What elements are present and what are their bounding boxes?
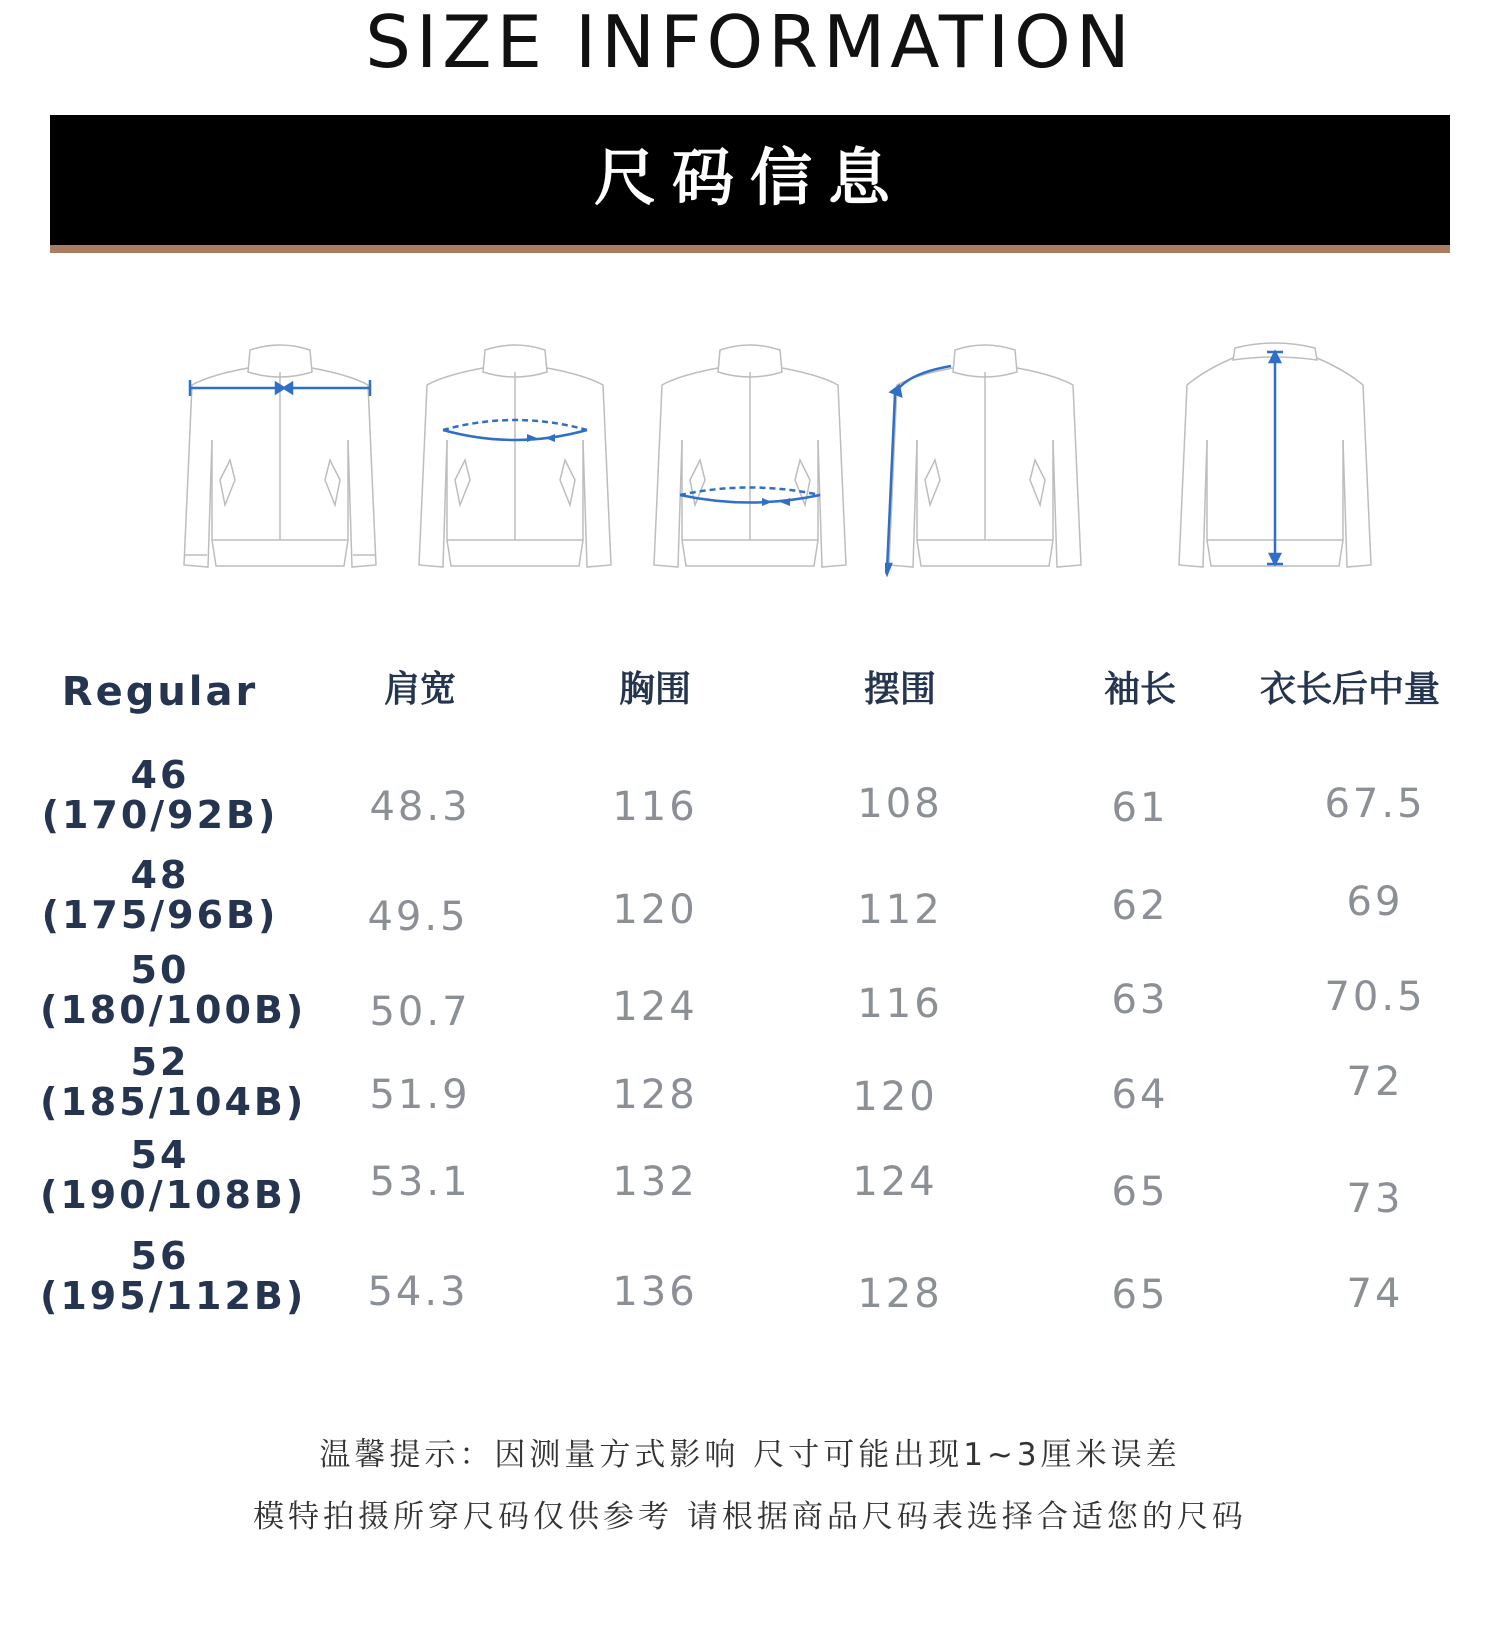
hem-value: 128 [857,1271,943,1317]
page-title: SIZE INFORMATION [365,0,1135,84]
header-shoulder-width: 肩宽 [383,669,456,710]
jacket-shoulder-width-icon [180,330,380,600]
sleeve-value: 61 [1111,785,1169,831]
measurement-diagrams [0,330,1500,600]
sleeve-value: 64 [1111,1072,1169,1118]
size-body: (170/92B) [41,793,279,837]
header-sleeve-length: 袖长 [1103,669,1176,710]
chest-value: 132 [612,1159,698,1205]
size-number: 48 [130,853,190,897]
model-size-note: 模特拍摄所穿尺码仅供参考 请根据商品尺码表选择合适您的尺码 [253,1499,1247,1535]
header-hem: 摆围 [863,669,936,710]
size-number: 52 [130,1040,190,1084]
hem-value: 108 [857,781,943,827]
size-body: (190/108B) [40,1173,307,1217]
size-body: (185/104B) [40,1080,307,1124]
hem-value: 124 [852,1159,938,1205]
shoulder-value: 48.3 [369,784,471,830]
banner-accent-stripe [50,245,1450,253]
size-body: (180/100B) [40,988,307,1032]
chest-value: 124 [612,984,698,1030]
back-length-value: 72 [1346,1059,1404,1105]
size-number: 54 [130,1133,190,1177]
sleeve-value: 62 [1111,883,1169,929]
size-number: 50 [130,948,190,992]
jacket-chest-icon [415,330,615,600]
sleeve-value: 65 [1111,1272,1169,1318]
back-length-value: 73 [1346,1176,1404,1222]
size-number: 46 [130,753,190,797]
chest-value: 120 [612,887,698,933]
sleeve-value: 63 [1111,977,1169,1023]
measurement-note: 温馨提示：因测量方式影响 尺寸可能出现1~3厘米误差 [319,1437,1181,1473]
chest-value: 128 [612,1072,698,1118]
shoulder-value: 53.1 [369,1159,471,1205]
chest-value: 116 [612,784,698,830]
header-chest: 胸围 [618,669,691,710]
back-length-value: 67.5 [1324,781,1426,827]
banner-title: 尺码信息 [593,141,906,214]
shoulder-value: 54.3 [367,1269,469,1315]
jacket-hem-icon [650,330,850,600]
chest-value: 136 [612,1269,698,1315]
shoulder-value: 49.5 [367,894,469,940]
shoulder-value: 50.7 [369,989,471,1035]
back-length-value: 70.5 [1324,974,1426,1020]
header-regular: Regular [61,669,259,715]
sleeve-value: 65 [1111,1169,1169,1215]
size-body: (195/112B) [40,1274,307,1318]
hem-value: 112 [857,887,943,933]
size-body: (175/96B) [41,893,279,937]
back-length-value: 74 [1346,1271,1404,1317]
hem-value: 120 [852,1074,938,1120]
shoulder-value: 51.9 [369,1072,471,1118]
jacket-back-length-icon [1175,330,1375,600]
back-length-value: 69 [1346,879,1404,925]
hem-value: 116 [857,981,943,1027]
header-back-length: 衣长后中量 [1259,669,1440,710]
size-number: 56 [130,1234,190,1278]
jacket-sleeve-length-icon [885,330,1085,600]
section-banner [50,115,1450,245]
